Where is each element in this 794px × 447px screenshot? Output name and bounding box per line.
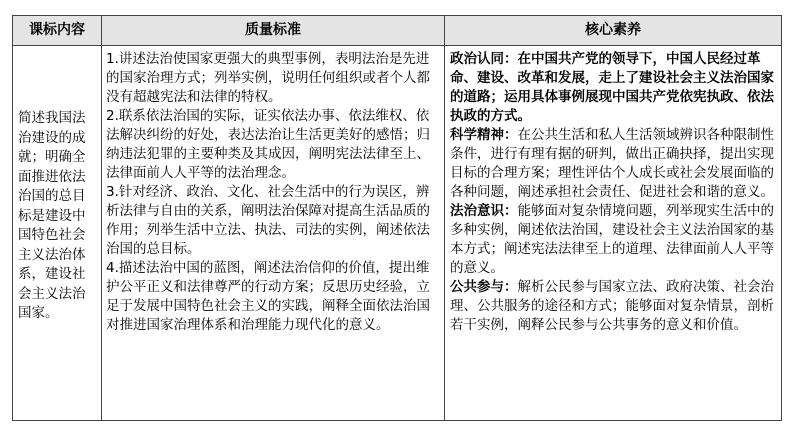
- header-core-literacy: 核心素养: [585, 22, 641, 38]
- literacy-title: 公共参与：: [450, 279, 518, 295]
- literacy-item: [450, 50, 777, 126]
- header-quality-standard: 质量标准: [245, 22, 301, 38]
- quality-standard-item: 2.联系依法治国的实际，证实依法办事、依法维权、依法解决纠纷的好处，表达法治让生活更美好的感悟；归纳违法犯罪的主要种类及其成因，阐明宪法法律至上、法律面前人人平等的法治理念。: [106, 108, 430, 181]
- literacy-title: 法治意识：: [450, 203, 518, 219]
- literacy-item: [450, 278, 777, 335]
- curriculum-table: [12, 15, 782, 421]
- literacy-item: [450, 126, 777, 202]
- literacy-text: 解析公民参与国家立法、政府决策、社会治理、公共服务的途径和方式；能够面对复杂情景，剖析若干实例，阐释公民参与公共事务的意义和价值。: [450, 279, 774, 333]
- quality-standard-item: 4.描述法治中国的蓝图，阐述法治信仰的价值，提出维护公平正义和法律尊严的行动方案；反思历史经验，立足于发展中国特色社会主义的实践，阐释全面依法治国对推进国家治理体系和治理能力现代化的意义。: [106, 260, 430, 333]
- literacy-text: 在中国共产党的领导下，中国人民经过革命、建设、改革和发展，走上了建设社会主义法治国家的道路；运用具体事例展现中国共产党依宪执政、依法执政的方式。: [450, 51, 774, 124]
- literacy-title: 科学精神：: [450, 127, 518, 143]
- table-header: [13, 16, 781, 46]
- quality-standard-item: 3.针对经济、政治、文化、社会生活中的行为误区，辨析法律与自由的关系，阐明法治保障对提高生活品质的作用；列举生活中立法、执法、司法的实例，阐述依法治国的总目标。: [106, 184, 430, 257]
- header-course-content: 课标内容: [29, 22, 85, 38]
- literacy-text: 能够面对复杂情境问题，列举现实生活中的多种实例，阐述依法治国，建设社会主义法治国家的基本方式；阐述宪法法律至上的道理、法律面前人人平等的意义。: [450, 203, 774, 276]
- core-literacy-cell: [445, 46, 781, 335]
- literacy-title: 政治认同：: [450, 51, 518, 67]
- quality-standard-item: 1.讲述法治使国家更强大的典型事例，表明法治是先进的国家治理方式；列举实例，说明任何组织或者个人都没有超越宪法和法律的特权。: [106, 51, 430, 105]
- quality-standards-cell: [102, 46, 442, 335]
- course-content-cell: 简述我国法治建设的成就；明确全面推进依法治国的总目标是建设中国特色社会主义法治体系，建设社会主义法治国家。: [18, 110, 86, 321]
- literacy-text: 在公共生活和私人生活领域辨识各种限制性条件，进行有理有据的研判，做出正确抉择，提出实现目标的合理方案；理性评估个人成长或社会发展面临的各种问题，阐述承担社会责任、促进社会和谐的意义。: [450, 127, 774, 200]
- literacy-item: [450, 202, 777, 278]
